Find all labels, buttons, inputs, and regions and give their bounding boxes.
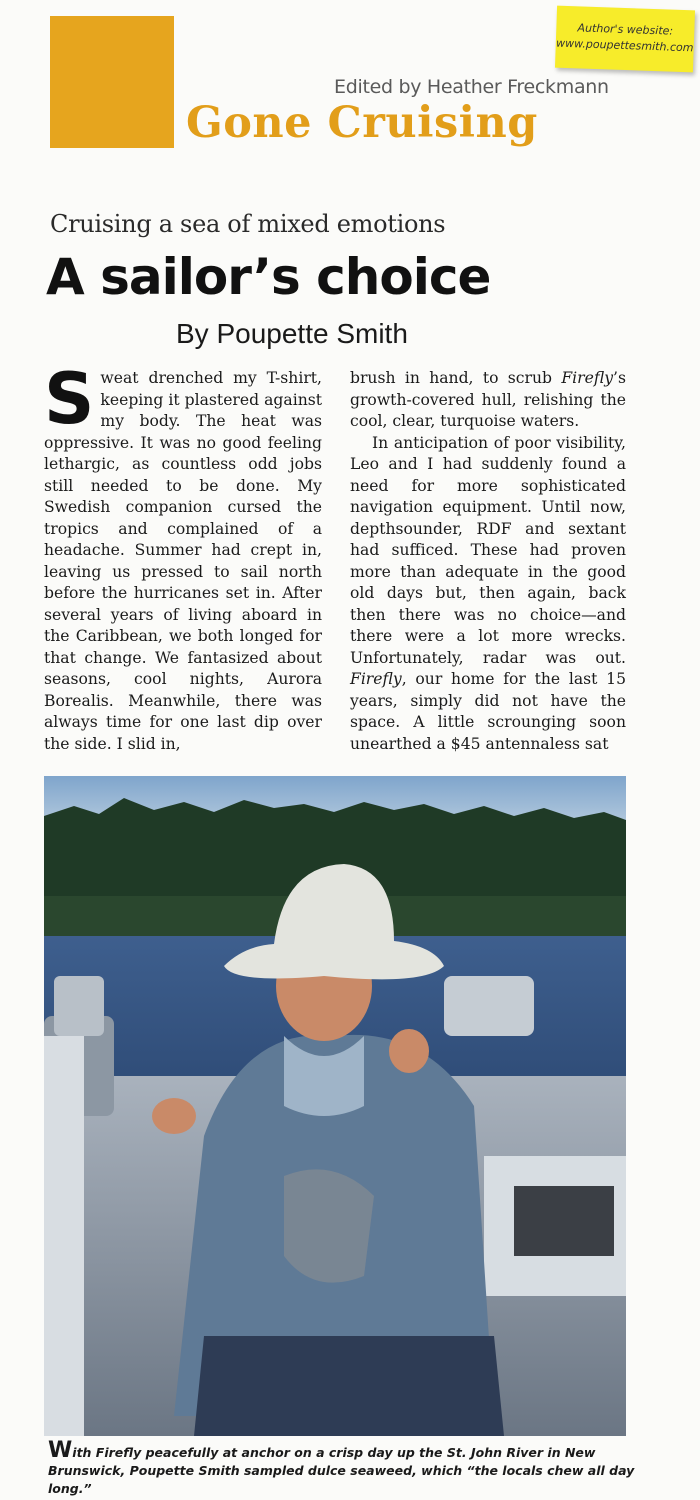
article-paragraph <box>350 433 626 756</box>
editor-credit: Edited by Heather Freckmann <box>334 76 609 98</box>
paragraph-text: weat drenched my T-shirt, keeping it plastered against my body. The heat was oppressive. It was no good feeling lethargic, as countless odd jobs still needed to be done. My Swedish companion cursed the tropics and complained of a headache. Summer had crept in, leaving us pressed to sail north before the hurricanes set in. After several years of living aboard in the Caribbean, we both longed for that change. We fantasized about seasons, cool nights, Aurora Borealis. Meanwhile, there was always time for one last dip over the side. I slid in, <box>44 369 322 753</box>
caption-initial: W <box>48 1438 73 1463</box>
paragraph-text: In anticipation of poor visibility, Leo and I had suddenly found a need for more sophisticated navigation equipment. Until now, depthsounder, RDF and sextant had sufficed. These had proven more than adequate in the good old days but, then again, back then there was no choice—and there were a lot more wrecks. Unfortunately, radar was out. <box>350 433 626 667</box>
sailor-photo-illustration <box>44 776 626 1436</box>
sticky-note-url[interactable]: www.poupettesmith.com <box>555 36 694 55</box>
sticky-note-label: Author's website: <box>577 21 674 38</box>
article-column-left <box>44 358 322 755</box>
article-column-right <box>350 368 626 755</box>
photo-caption <box>48 1438 648 1498</box>
section-color-block <box>50 16 174 148</box>
paragraph-text: brush in hand, to scrub <box>350 369 562 387</box>
section-title: Gone Cruising <box>186 98 538 148</box>
article-headline: A sailor’s choice <box>46 248 491 306</box>
article-paragraph <box>350 368 626 433</box>
drop-cap: S <box>44 358 95 440</box>
paragraph-text: , our home for the last 15 years, simply did not have the space. A little scrounging soon unearthed a $45 antennaless sat <box>350 670 626 753</box>
boat-name: Firefly <box>350 670 402 688</box>
article-byline: By Poupette Smith <box>176 318 408 349</box>
article-photo <box>44 776 626 1436</box>
article-kicker: Cruising a sea of mixed emotions <box>50 210 446 238</box>
paragraph-text: ’s growth-covered hull, relishing the cool, clear, turquoise waters. <box>350 369 626 430</box>
website-sticky-note <box>555 6 695 73</box>
boat-name: Firefly <box>561 369 614 387</box>
caption-text: ith Firefly peacefully at anchor on a crisp day up the St. John River in New Brunswick, Poupette Smith sampled dulce seaweed, which “the locals chew all day long.” <box>48 1445 635 1496</box>
article-paragraph <box>44 358 322 755</box>
